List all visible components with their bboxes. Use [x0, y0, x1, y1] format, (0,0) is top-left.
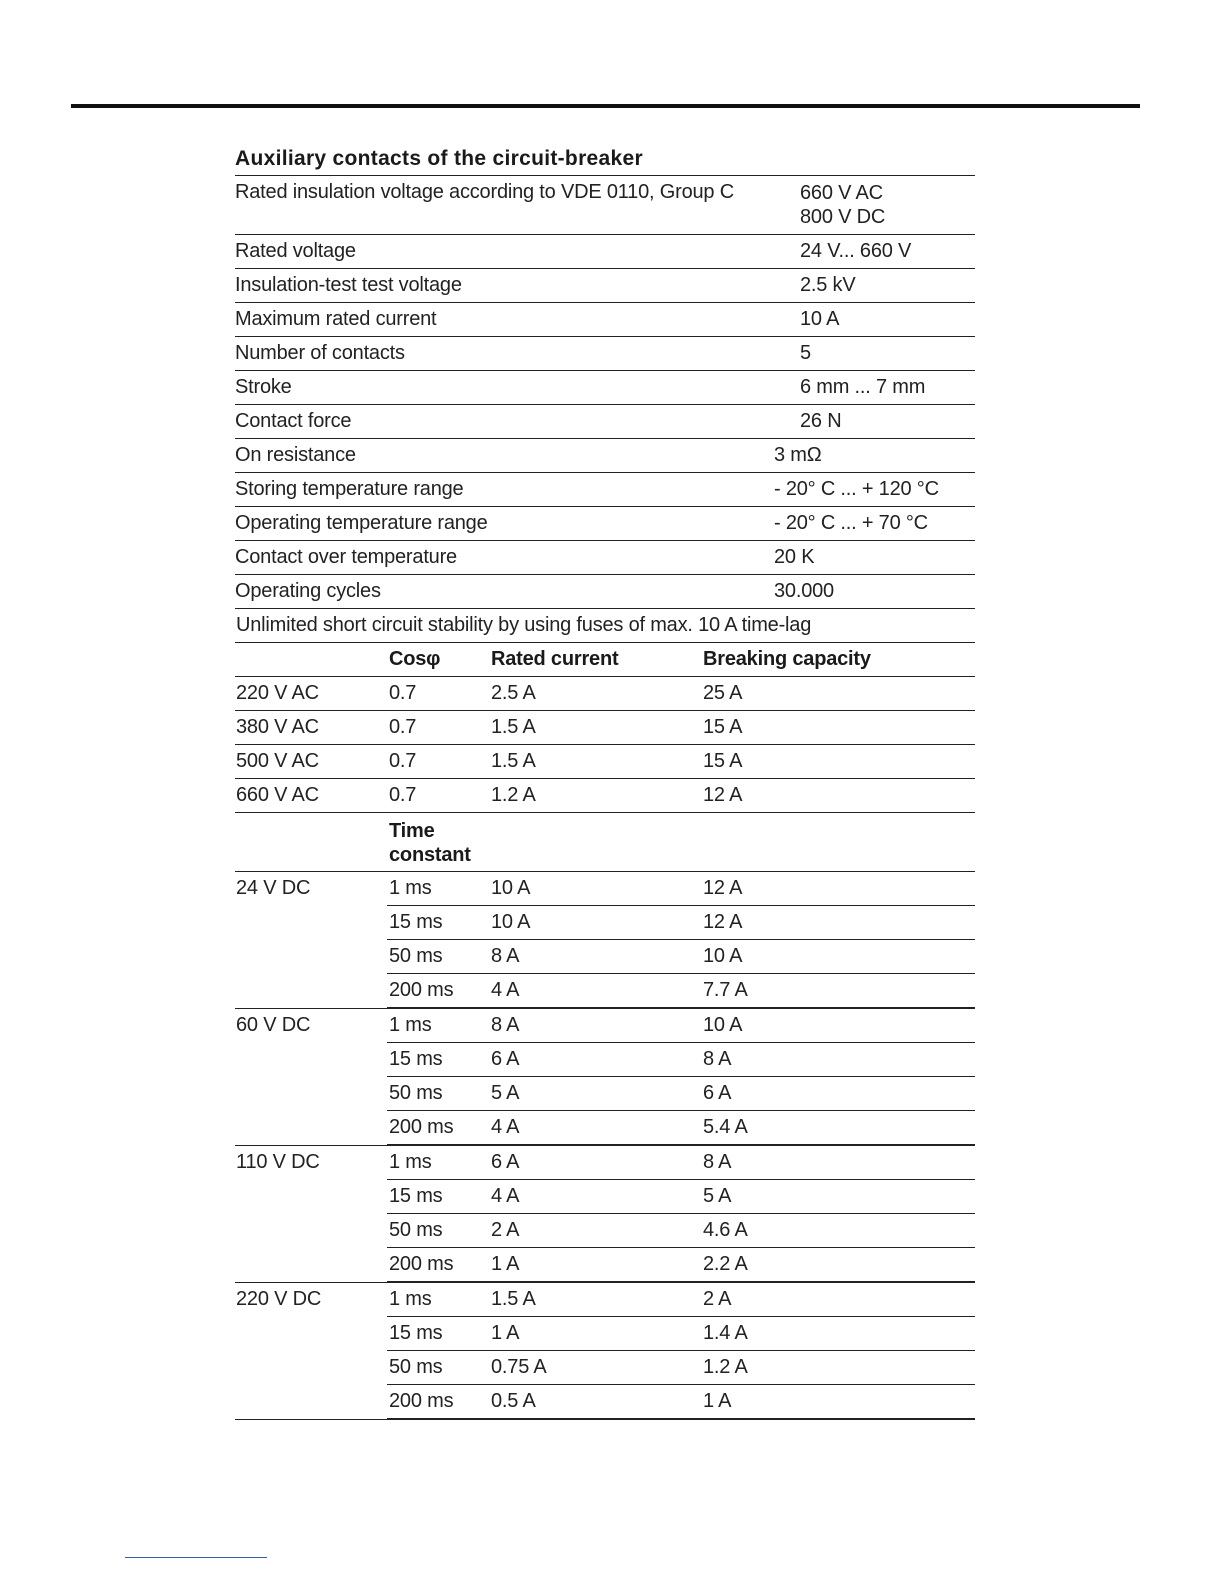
ac-cos: 0.7 [389, 716, 417, 738]
ac-row [235, 745, 975, 779]
spec-label: Storing temperature range [235, 478, 464, 500]
dc-time-constant: 50 ms [389, 1082, 443, 1104]
footnote-rule [125, 1557, 267, 1558]
spec-row [235, 541, 975, 575]
dc-rated-current: 8 A [491, 945, 520, 967]
ac-rated-current: 1.2 A [491, 784, 536, 806]
dc-rated-current: 6 A [491, 1151, 520, 1173]
spec-label: Number of contacts [235, 342, 405, 364]
spec-row [235, 269, 975, 303]
dc-rated-current: 0.5 A [491, 1390, 536, 1412]
dc-time-constant: 15 ms [389, 1185, 443, 1207]
spec-row [235, 235, 975, 269]
dc-breaking-capacity: 12 A [703, 911, 743, 933]
dc-time-constant: 50 ms [389, 1356, 443, 1378]
ac-row [235, 779, 975, 813]
dc-rated-current: 0.75 A [491, 1356, 547, 1378]
dc-time-constant: 200 ms [389, 979, 454, 1001]
tc-header-line1: Time [389, 820, 435, 842]
spec-label: Operating cycles [235, 580, 381, 602]
spec-value: - 20° C ... + 120 °C [774, 478, 939, 500]
table-title: Auxiliary contacts of the circuit-breaker [235, 143, 975, 176]
dc-breaking-capacity: 10 A [703, 945, 743, 967]
dc-row [387, 1043, 975, 1077]
dc-time-constant: 15 ms [389, 911, 443, 933]
ac-rated-current: 2.5 A [491, 682, 536, 704]
dc-row [387, 1180, 975, 1214]
dc-time-constant: 200 ms [389, 1116, 454, 1138]
spec-row [235, 337, 975, 371]
spec-label: Operating temperature range [235, 512, 488, 534]
ac-voltage: 380 V AC [236, 716, 319, 738]
spec-value: 2.5 kV [800, 274, 856, 296]
spec-value: 20 K [774, 546, 815, 568]
spec-label: Insulation-test test voltage [235, 274, 462, 296]
spec-value: 5 [800, 342, 811, 364]
dc-time-constant: 1 ms [389, 1288, 432, 1310]
dc-time-constant: 15 ms [389, 1048, 443, 1070]
spec-label: Rated voltage [235, 240, 356, 262]
ac-header-row [235, 643, 975, 677]
aux-contacts-table [235, 143, 975, 1420]
dc-row [387, 1248, 975, 1282]
dc-breaking-capacity: 2.2 A [703, 1253, 748, 1275]
dc-rated-current: 10 A [491, 911, 531, 933]
spec-row [235, 371, 975, 405]
spec-label: Contact over temperature [235, 546, 457, 568]
dc-breaking-capacity: 10 A [703, 1014, 743, 1036]
dc-breaking-capacity: 8 A [703, 1151, 732, 1173]
dc-voltage: 110 V DC [236, 1151, 320, 1173]
spec-row [235, 507, 975, 541]
dc-breaking-capacity: 1 A [703, 1390, 732, 1412]
ac-cos: 0.7 [389, 682, 417, 704]
dc-breaking-capacity: 5.4 A [703, 1116, 748, 1138]
dc-rated-current: 5 A [491, 1082, 520, 1104]
spec-value: 6 mm ... 7 mm [800, 376, 926, 398]
spec-label: Rated insulation voltage according to VDE 0110, Group C [235, 181, 734, 203]
spec-row [235, 575, 975, 609]
dc-group [235, 872, 975, 1009]
dc-row [387, 1009, 975, 1043]
ac-row [235, 711, 975, 745]
dc-breaking-capacity: 1.4 A [703, 1322, 748, 1344]
dc-time-constant: 1 ms [389, 877, 432, 899]
spec-label: Stroke [235, 376, 292, 398]
dc-time-constant: 50 ms [389, 1219, 443, 1241]
ac-breaking-capacity: 12 A [703, 784, 743, 806]
ac-row [235, 677, 975, 711]
dc-breaking-capacity: 7.7 A [703, 979, 748, 1001]
dc-rated-current: 6 A [491, 1048, 520, 1070]
dc-row [387, 872, 975, 906]
dc-time-constant: 1 ms [389, 1151, 432, 1173]
spec-value [800, 181, 885, 229]
spec-value-ac: 660 V AC [800, 182, 883, 204]
dc-rated-current: 4 A [491, 1116, 520, 1138]
dc-row [387, 1146, 975, 1180]
dc-row [387, 940, 975, 974]
dc-breaking-capacity: 6 A [703, 1082, 732, 1104]
time-constant-header-row [235, 813, 975, 872]
dc-rated-current: 4 A [491, 1185, 520, 1207]
spec-row [235, 405, 975, 439]
dc-breaking-capacity: 2 A [703, 1288, 732, 1310]
dc-row [387, 1385, 975, 1419]
dc-time-constant: 200 ms [389, 1390, 454, 1412]
ac-voltage: 500 V AC [236, 750, 319, 772]
dc-row [387, 1111, 975, 1145]
dc-breaking-capacity: 12 A [703, 877, 743, 899]
note-text: Unlimited short circuit stability by using fuses of max. 10 A time-lag [236, 614, 812, 636]
ac-voltage: 660 V AC [236, 784, 319, 806]
dc-time-constant: 1 ms [389, 1014, 432, 1036]
dc-group [235, 1146, 975, 1283]
dc-rated-current: 2 A [491, 1219, 520, 1241]
dc-rated-current: 1 A [491, 1322, 520, 1344]
dc-time-constant: 50 ms [389, 945, 443, 967]
dc-row [387, 1317, 975, 1351]
dc-row [387, 906, 975, 940]
dc-breaking-capacity: 4.6 A [703, 1219, 748, 1241]
ac-voltage: 220 V AC [236, 682, 319, 704]
col-header-cos: Cosφ [389, 648, 441, 670]
spec-value: 3 mΩ [774, 444, 822, 466]
dc-voltage: 60 V DC [236, 1014, 311, 1036]
ac-cos: 0.7 [389, 750, 417, 772]
ac-cos: 0.7 [389, 784, 417, 806]
dc-row [387, 1214, 975, 1248]
ac-breaking-capacity: 15 A [703, 750, 743, 772]
dc-time-constant: 200 ms [389, 1253, 454, 1275]
spec-row [235, 303, 975, 337]
dc-rated-current: 8 A [491, 1014, 520, 1036]
ac-rated-current: 1.5 A [491, 716, 536, 738]
dc-voltage: 220 V DC [236, 1288, 322, 1310]
dc-row [387, 974, 975, 1008]
dc-row [387, 1351, 975, 1385]
dc-time-constant: 15 ms [389, 1322, 443, 1344]
dc-voltage: 24 V DC [236, 877, 311, 899]
dc-breaking-capacity: 8 A [703, 1048, 732, 1070]
spec-value: 26 N [800, 410, 842, 432]
dc-breaking-capacity: 1.2 A [703, 1356, 748, 1378]
dc-rated-current: 4 A [491, 979, 520, 1001]
spec-value-dc: 800 V DC [800, 206, 886, 228]
spec-value: 24 V... 660 V [800, 240, 912, 262]
fuse-note [235, 609, 975, 643]
ac-breaking-capacity: 25 A [703, 682, 743, 704]
dc-group [235, 1283, 975, 1420]
col-header-rated-current: Rated current [491, 648, 619, 670]
col-header-time-constant [389, 819, 471, 867]
dc-rated-current: 1 A [491, 1253, 520, 1275]
dc-row [387, 1283, 975, 1317]
spec-label: Contact force [235, 410, 352, 432]
dc-rated-current: 10 A [491, 877, 531, 899]
dc-group-rule [235, 1419, 975, 1420]
dc-group [235, 1009, 975, 1146]
ac-rated-current: 1.5 A [491, 750, 536, 772]
dc-row [387, 1077, 975, 1111]
spec-value: 30.000 [774, 580, 834, 602]
spec-row [235, 439, 975, 473]
spec-value: 10 A [800, 308, 840, 330]
dc-breaking-capacity: 5 A [703, 1185, 732, 1207]
tc-header-line2: constant [389, 844, 471, 866]
dc-rated-current: 1.5 A [491, 1288, 536, 1310]
col-header-breaking-capacity: Breaking capacity [703, 648, 871, 670]
spec-value: - 20° C ... + 70 °C [774, 512, 928, 534]
spec-row-insulation [235, 176, 975, 235]
spec-label: Maximum rated current [235, 308, 437, 330]
header-rule [71, 104, 1140, 108]
spec-label: On resistance [235, 444, 356, 466]
spec-row [235, 473, 975, 507]
ac-breaking-capacity: 15 A [703, 716, 743, 738]
